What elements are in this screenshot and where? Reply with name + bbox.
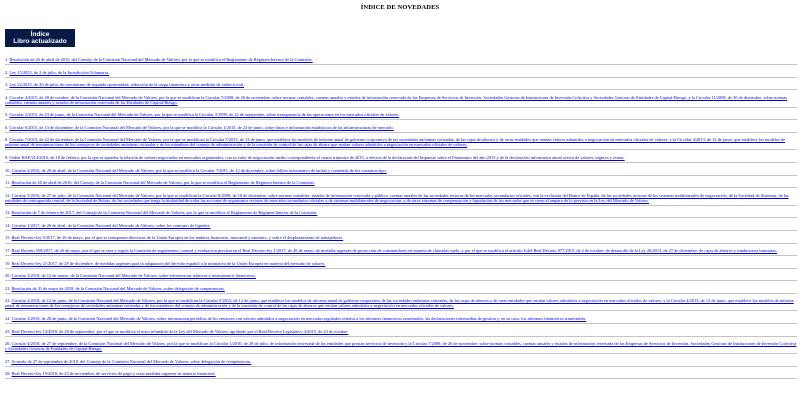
item-number: 24 (5, 315, 10, 321)
list-item: 13. Resolución de 7 de febrero de 2017, del Consejo de la Comisión Nacional del Mercado de Valores, por la que se modifica el Reglamento de Régimen Interior de la Comisión. (5, 211, 797, 218)
item-number: 2 (5, 69, 8, 75)
news-item-link[interactable]: Real Decreto-ley 19/2018, de 23 de noviembre, de servicios de pago y otras medidas urgentes en materia financiera. (11, 371, 216, 377)
news-item-link[interactable]: Resolución de 31 de mayo de 2018, de la Comisión Nacional del Mercado de Valores, sobre delegación de competencias. (11, 285, 225, 291)
news-item-link[interactable]: Real Decreto-ley 21/2017, de 29 de diciembre, de medidas urgentes para la adaptación del derecho español a la normativa de la Unión Europea en materia del mercado de valores. (11, 260, 326, 266)
list-item: 10. Circular 3/2016, de 20 de abril, de la Comisión Nacional del Mercado de Valores, por la que se modifica la Circular 7/2011, de 12 de diciembre, sobre folleto informativo de tarifas y contenido de los contratos-tipo. (5, 169, 797, 176)
news-item-link[interactable]: Real Decreto-ley 9/2017, de 26 de mayo, por el que se transponen directivas de la Unión Europea en los ámbitos financiero, mercantil y sanitario, y sobre el desplazamiento de trabajadores. (11, 235, 344, 241)
list-item: 24. Circular 3/2018, de 28 de junio, de la Comisión Nacional del Mercado de Valores, sobre información periódica de los emisores con valores admitidos a negociación en mercados regulados relativa a los informes financieros semestrales, las declaraciones intermedias de gestión y, en su caso, los informes financieros trimestrales. (5, 317, 797, 324)
list-item: 14. Circular 1/2017, de 26 de abril, de la Comisión Nacional del Mercado de Valores, sobre los contratos de liquidez. (5, 224, 797, 231)
list-item: 20. Circular 3/2018, de 12 de marzo, de la Comisión Nacional del Mercado de Valores, sobre advertencias relativas a instrumentos financieros. (5, 274, 797, 281)
index-button-line1: Índice (30, 30, 50, 38)
list-item: 28. Real Decreto-ley 19/2018, de 23 de noviembre, de servicios de pago y otras medidas urgentes en materia financiera. (5, 372, 797, 379)
list-item: 8. Circular 7/2015, de 22 de diciembre, de la Comisión Nacional del Mercado de Valores, por la que se modifican la Circular 5/2013, de 12 de junio, que establece los modelos de informe anual de gobierno corporativo de las sociedades anónimas cotizadas, de las cajas de ahorros y de otras entidades que emitan valores admitidos a negociación en mercados oficiales de valores; y la Circular 4/2013, de 12 de junio, que establece los modelos de informe anual de remuneraciones de los consejeros de sociedades anónimas cotizadas y de los miembros del consejo de administración y de la comisión de control de las cajas de ahorro que emitan valores admitidos a negociación en mercados oficiales de valores. (5, 138, 797, 150)
news-item-link[interactable]: Ley 22/2015, de 20 de julio, de mecanismo de segunda oportunidad, reducción de la carga financiera y otras medidas de orden social. (9, 82, 245, 88)
list-item: 2. Ley 15/2015, de 2 de julio, de la Jurisdicción Voluntaria. (5, 71, 797, 78)
item-number: 14 (5, 222, 10, 228)
news-item-link[interactable]: Resolución de 26 de abril de 2015, del Consejo de la Comisión Nacional del Mercado de Valores, por la que se modifica el Reglamento de Régimen Interior de la Comisión. (9, 57, 313, 62)
item-number: 21 (5, 285, 10, 291)
item-number: 25 (5, 328, 10, 334)
list-item: 26. Circular 4/2018, de 27 de septiembre, de la Comisión Nacional del Mercado de Valores, por la que se modifican la Circular 1/2010, de 28 de julio, de información reservada de las entidades que prestan servicios de inversión y la Circular 7/2008, de 26 de noviembre, sobre normas contables, cuentas anuales y estados de información reservada de las Empresas de Servicios de Inversión, Sociedades Gestoras de Instituciones de Inversión Colectiva y Sociedades Gestoras de Entidades de Capital-Riesgo. (5, 342, 797, 354)
news-item-link[interactable]: Circular 7/2015, de 22 de diciembre, de la Comisión Nacional del Mercado de Valores, por la que se modifican la Circular 5/2013, de 12 de junio, que establece los modelos de informe anual de gobierno corporativo de las sociedades anónimas cotizadas, de las cajas de ahorros y de otras entidades que emitan valores admitidos a negociación en mercados oficiales de valores; y la Circular 4/2013, de 12 de junio, que establece los modelos de informe anual de remuneraciones de los consejeros de sociedades anónimas cotizadas y de los miembros del consejo de administración y de la comisión de control de las cajas de ahorro que emitan valores admitidos a negociación en mercados oficiales de valores. (5, 137, 786, 148)
list-item: 5. Circular 2/2015, de 23 de junio, de la Comisión Nacional del Mercado de Valores, por la que se modifica la Circular 3/1999, de 22 de septiembre, sobre transparencia de las operaciones en los mercados oficiales de valores. (5, 113, 797, 120)
item-number: 23 (5, 298, 10, 304)
item-number: 28 (5, 371, 10, 377)
news-item-link[interactable]: Circular 4/2015, de 28 de octubre, de la Comisión Nacional del Mercado de Valores, por la que se modifican la Circular 7/2008, de 26 de noviembre, sobre normas contables, cuentas anuales y estados de información reservada de las Empresas de Servicios de Inversión, Sociedades Gestoras de Instituciones de Inversión Colectiva y Sociedades Gestoras de Entidades de Capital-Riesgo, y la Circular 11/2008, de 30 de diciembre, sobre normas contables, cuentas anuales y estados de información reservada de las Entidades de Capital-Riesgo. (5, 94, 788, 105)
news-item-link[interactable]: Resolución de 20 de abril de 2016, del Consejo de la Comisión Nacional del Mercado de Valores, por la que se modifica el Reglamento de Régimen Interior de la Comisión. (11, 180, 315, 186)
news-item-link[interactable]: Circular 4/2018, de 27 de septiembre, de la Comisión Nacional del Mercado de Valores, por la que se modifican la Circular 1/2010, de 28 de julio, de información reservada de las entidades que prestan servicios de inversión y la Circular 7/2008, de 26 de noviembre, sobre normas contables, cuentas anuales y estados de información reservada de las Empresas de Servicios de Inversión, Sociedades Gestoras de Instituciones de Inversión Colectiva y Sociedades Gestoras de Entidades de Capital-Riesgo. (5, 341, 797, 351)
news-item-link[interactable]: Real Decreto 558/2017, de 26 de mayo, por el que se crea y regula la Comisión de seguimiento, control y evaluación prevista en el Real Decreto-ley 1/2017, de 20 de enero, de medidas urgentes de protección de consumidores en materia de cláusulas suelo, y por el que se modifica el artículo 6 del Real Decreto 877/2015, de 2 de octubre, de desarrollo de la Ley 26/2013, de 27 de diciembre, de cajas de ahorros y fundaciones bancarias. (11, 248, 778, 254)
item-number: 3 (5, 82, 8, 88)
item-number: 12 (5, 192, 10, 198)
item-number: 19 (5, 260, 10, 266)
item-number: 27 (5, 358, 10, 364)
item-number: 15 (5, 235, 10, 241)
list-item: 12. Circular 5/2016, de 27 de julio, de la Comisión Nacional del Mercado de Valores, por la que se modifican la Circular 8/2008, de 10 de diciembre, sobre normas contables, estados de información reservada y pública, cuentas anuales de las sociedades rectoras de los mercados secundarios oficiales, con la exclusión del Banco de España, de las sociedades rectoras de los sistemas multilaterales de negociación, de la Sociedad de Sistemas, de las entidades de contrapartida central, de la Sociedad de Bolsas, de las sociedades que tenga la titularidad de todas las acciones de organismos rectores de mercados secundarios oficiales y de sistemas multilaterales de negociación, y de otros sistemas de compensación y liquidación de los mercados que se creen al amparo de lo previsto en la Ley del Mercado de Valores. (5, 194, 797, 206)
list-item: 19. Real Decreto-ley 21/2017, de 29 de diciembre, de medidas urgentes para la adaptación del derecho español a la normativa de la Unión Europea en materia del mercado de valores. (5, 262, 797, 269)
item-number: 20 (5, 273, 10, 279)
index-button-line2: Libro actualizado (13, 38, 67, 45)
list-item: 1. Resolución de 26 de abril de 2015, del Consejo de la Comisión Nacional del Mercado de Valores, por la que se modifica el Reglamento de Régimen Interior de la Comisión. (5, 58, 797, 65)
item-number: 11 (5, 180, 10, 186)
news-item-link[interactable]: Orden HAP/214/2016, de 18 de febrero, por la que se aprueba la relación de valores negociados en mercados organizados, con su valor de negociación medio correspondiente al cuarto trimestre de 2015, a efectos de la declaración del Impuesto sobre el Patrimonio del año 2015 y de la declaración informativa anual acerca de valores, seguros y rentas. (9, 154, 625, 160)
news-item-link[interactable]: Circular 3/2018, de 28 de junio, de la Comisión Nacional del Mercado de Valores, sobre información periódica de los emisores con valores admitidos a negociación en mercados regulados relativa a los informes financieros semestrales, las declaraciones intermedias de gestión y, en su caso, los informes financieros trimestrales. (11, 315, 587, 321)
list-item: 15. Real Decreto-ley 9/2017, de 26 de mayo, por el que se transponen directivas de la Unión Europea en los ámbitos financiero, mercantil y sanitario, y sobre el desplazamiento de trabajadores. (5, 236, 797, 243)
news-item-link[interactable]: Circular 2/2015, de 23 de junio, de la Comisión Nacional del Mercado de Valores, por la que se modifica la Circular 3/1999, de 22 de septiembre, sobre transparencia de las operaciones en los mercados oficiales de valores. (9, 112, 400, 118)
item-number: 17 (5, 248, 10, 254)
news-item-link[interactable]: Circular 1/2017, de 26 de abril, de la Comisión Nacional del Mercado de Valores, sobre los contratos de liquidez. (11, 222, 211, 228)
list-item: 25. Real Decreto-ley 14/2018, de 28 de septiembre, por el que se modifica el texto refundido de la Ley del Mercado de Valores, aprobado por el Real Decreto Legislativo 4/2015, de 23 de octubre. (5, 330, 797, 337)
list-item: 17. Real Decreto 558/2017, de 26 de mayo, por el que se crea y regula la Comisión de seguimiento, control y evaluación prevista en el Real Decreto-ley 1/2017, de 20 de enero, de medidas urgentes de protección de consumidores en materia de cláusulas suelo, y por el que se modifica el artículo 6 del Real Decreto 877/2015, de 2 de octubre, de desarrollo de la Ley 26/2013, de 27 de diciembre, de cajas de ahorros y fundaciones bancarias. (5, 249, 797, 256)
index-updated-book-button[interactable] (5, 29, 75, 47)
news-item-link[interactable]: Circular 3/2018, de 12 de marzo, de la Comisión Nacional del Mercado de Valores, sobre advertencias relativas a instrumentos financieros. (11, 273, 256, 279)
list-item: 27. Acuerdo de 27 de septiembre de 2018, del Consejo de la Comisión Nacional del Mercado de Valores, sobre delegación de competencias. (5, 360, 797, 367)
news-item-link[interactable]: Ley 15/2015, de 2 de julio, de la Jurisdicción Voluntaria. (9, 69, 109, 75)
news-item-link[interactable]: Circular 2/2018, de 12 de junio, de la Comisión Nacional del Mercado de Valores, por la que se modifican la Circular 5/2013, de 12 de junio, que establece los modelos de informe anual de gobierno corporativo de las sociedades anónimas cotizadas, de las cajas de ahorros y de otras entidades que emitan valores admitidos a negociación en mercados oficiales de valores; y la Circular 4/2013, de 12 de junio, que establece los modelos de informe anual de remuneraciones de los consejeros de sociedades anónimas cotizadas y de los miembros del consejo de administración y de la comisión de control de las cajas de ahorros que emitan valores admitidos a negociación en mercados oficiales de valores. (5, 298, 794, 309)
item-number: 8 (5, 137, 8, 143)
list-item: 21. Resolución de 31 de mayo de 2018, de la Comisión Nacional del Mercado de Valores, sobre delegación de competencias. (5, 287, 797, 294)
item-number: 4 (5, 94, 8, 100)
item-number: 9 (5, 154, 8, 160)
page-title: ÍNDICE DE NOVEDADES (360, 4, 440, 11)
list-item: 11. Resolución de 20 de abril de 2016, del Consejo de la Comisión Nacional del Mercado de Valores, por la que se modifica el Reglamento de Régimen Interior de la Comisión. (5, 181, 797, 188)
item-number: 13 (5, 210, 10, 216)
item-number: 5 (5, 112, 8, 118)
news-list (5, 58, 797, 385)
item-number: 1 (5, 57, 8, 62)
item-number: 10 (5, 167, 10, 173)
list-item: 4. Circular 4/2015, de 28 de octubre, de la Comisión Nacional del Mercado de Valores, por la que se modifican la Circular 7/2008, de 26 de noviembre, sobre normas contables, cuentas anuales y estados de información reservada de las Empresas de Servicios de Inversión, Sociedades Gestoras de Instituciones de Inversión Colectiva y Sociedades Gestoras de Entidades de Capital-Riesgo, y la Circular 11/2008, de 30 de diciembre, sobre normas contables, cuentas anuales y estados de información reservada de las Entidades de Capital-Riesgo. (5, 96, 797, 108)
list-item: 23. Circular 2/2018, de 12 de junio, de la Comisión Nacional del Mercado de Valores, por la que se modifican la Circular 5/2013, de 12 de junio, que establece los modelos de informe anual de gobierno corporativo de las sociedades anónimas cotizadas, de las cajas de ahorros y de otras entidades que emitan valores admitidos a negociación en mercados oficiales de valores; y la Circular 4/2013, de 12 de junio, que establece los modelos de informe anual de remuneraciones de los consejeros de sociedades anónimas cotizadas y de los miembros del consejo de administración y de la comisión de control de las cajas de ahorros que emitan valores admitidos a negociación en mercados oficiales de valores. (5, 299, 797, 311)
news-item-link[interactable]: Resolución de 7 de febrero de 2017, del Consejo de la Comisión Nacional del Mercado de Valores, por la que se modifica el Reglamento de Régimen Interior de la Comisión. (11, 210, 318, 216)
list-item: 9. Orden HAP/214/2016, de 18 de febrero, por la que se aprueba la relación de valores negociados en mercados organizados, con su valor de negociación medio correspondiente al cuarto trimestre de 2015, a efectos de la declaración del Impuesto sobre el Patrimonio del año 2015 y de la declaración informativa anual acerca de valores, seguros y rentas. (5, 156, 797, 163)
news-item-link[interactable]: Circular 5/2016, de 27 de julio, de la Comisión Nacional del Mercado de Valores, por la que se modifican la Circular 8/2008, de 10 de diciembre, sobre normas contables, estados de información reservada y pública, cuentas anuales de las sociedades rectoras de los mercados secundarios oficiales, con la exclusión del Banco de España, de las sociedades rectoras de los sistemas multilaterales de negociación, de la Sociedad de Sistemas, de las entidades de contrapartida central, de la Sociedad de Bolsas, de las sociedades que tenga la titularidad de todas las acciones de organismos rectores de mercados secundarios oficiales y de sistemas multilaterales de negociación, y de otros sistemas de compensación y liquidación de los mercados que se creen al amparo de lo previsto en la Ley del Mercado de Valores. (5, 192, 789, 203)
news-item-link[interactable]: Circular 3/2016, de 20 de abril, de la Comisión Nacional del Mercado de Valores, por la que se modifica la Circular 7/2011, de 12 de diciembre, sobre folleto informativo de tarifas y contenido de los contratos-tipo. (11, 167, 387, 173)
news-item-link[interactable]: Circular 6/2015, de 13 de diciembre, de la Comisión Nacional del Mercado de Valores, por la que se modifica la Circular 1/2015, de 23 de junio, sobre datos e información estadísticos de las infraestructuras de mercado. (9, 124, 394, 130)
item-number: 26 (5, 341, 10, 347)
list-item: 6. Circular 6/2015, de 13 de diciembre, de la Comisión Nacional del Mercado de Valores, por la que se modifica la Circular 1/2015, de 23 de junio, sobre datos e información estadísticos de las infraestructuras de mercado. (5, 126, 797, 133)
list-item: 3. Ley 22/2015, de 20 de julio, de mecanismo de segunda oportunidad, reducción de la carga financiera y otras medidas de orden social. (5, 83, 797, 90)
news-item-link[interactable]: Acuerdo de 27 de septiembre de 2018, del Consejo de la Comisión Nacional del Mercado de Valores, sobre delegación de competencias. (11, 358, 252, 364)
news-item-link[interactable]: Real Decreto-ley 14/2018, de 28 de septiembre, por el que se modifica el texto refundido de la Ley del Mercado de Valores, aprobado por el Real Decreto Legislativo 4/2015, de 23 de octubre. (11, 328, 349, 334)
item-number: 6 (5, 124, 8, 130)
